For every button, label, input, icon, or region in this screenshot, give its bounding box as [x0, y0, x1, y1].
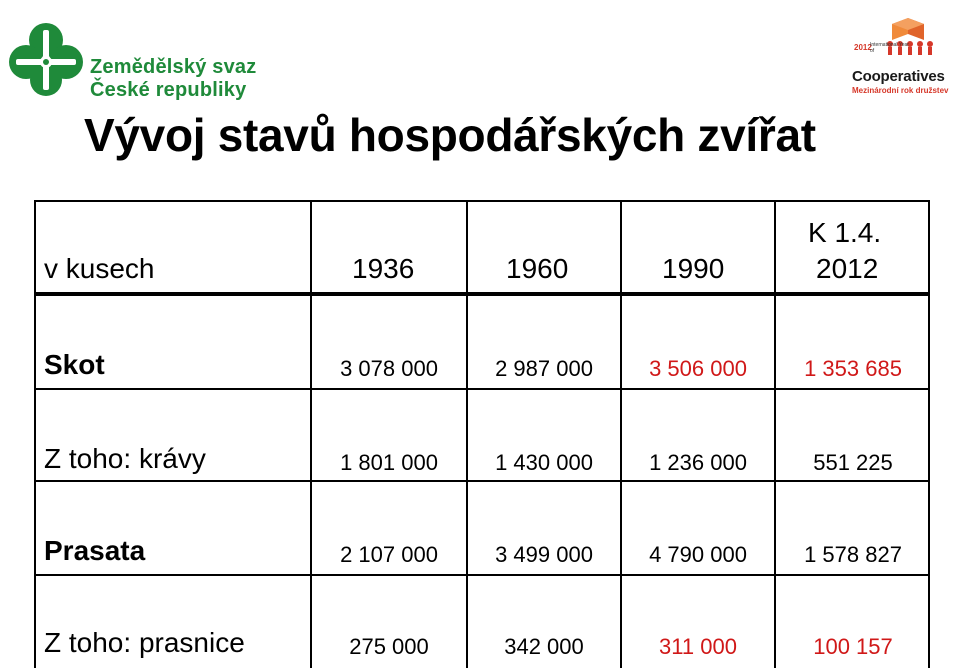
org-name-line1: Zemědělský svaz [90, 56, 257, 78]
table-cell: 311 000 [659, 634, 737, 659]
col-divider [310, 202, 312, 668]
header-divider [36, 292, 928, 296]
table-cell: 3 506 000 [649, 356, 747, 381]
table-cell: 4 790 000 [649, 542, 747, 567]
table-cell: 551 225 [813, 450, 893, 475]
row-label-prasata: Prasata [44, 535, 146, 566]
table-cell: 1 236 000 [649, 450, 747, 475]
column-header-2012: 2012 [816, 253, 879, 284]
table-cell: 1 353 685 [804, 356, 902, 381]
col-divider [620, 202, 622, 668]
row-label-kravy: Z toho: krávy [44, 443, 206, 474]
clover-icon [4, 18, 88, 102]
livestock-table [34, 200, 930, 668]
table-cell: 3 078 000 [340, 356, 438, 381]
coop-year: 2012 [854, 43, 872, 52]
coop-subtitle: Mezinárodní rok družstev [852, 86, 949, 95]
page-title: Vývoj stavů hospodářských zvířat [84, 109, 816, 161]
unit-label: v kusech [44, 253, 155, 284]
row-label-skot: Skot [44, 349, 105, 380]
column-header-date: K 1.4. [808, 217, 882, 248]
table-cell: 1 801 000 [340, 450, 438, 475]
col-divider [466, 202, 468, 668]
table-cell: 100 157 [813, 634, 893, 659]
cooperatives-logo [838, 14, 950, 98]
coop-intl-text: International Year of [870, 42, 909, 54]
column-header-1990: 1990 [662, 253, 725, 284]
row-label-prasnice: Z toho: prasnice [44, 627, 245, 658]
table-cell: 2 987 000 [495, 356, 593, 381]
column-header-1960: 1960 [506, 253, 569, 284]
col-divider [774, 202, 776, 668]
table-cell: 3 499 000 [495, 542, 593, 567]
table-cell: 1 578 827 [804, 542, 902, 567]
table-cell: 2 107 000 [340, 542, 438, 567]
org-logo [4, 18, 284, 102]
column-header-1936: 1936 [352, 253, 415, 284]
org-name [90, 56, 256, 102]
coop-word: Cooperatives [852, 68, 945, 85]
table-cell: 342 000 [504, 634, 584, 659]
row-divider [36, 388, 928, 390]
cooperatives-emblem-icon [838, 14, 950, 64]
row-divider [36, 480, 928, 482]
table-cell: 1 430 000 [495, 450, 593, 475]
org-name-line2: České republiky [90, 79, 247, 101]
table-cell: 275 000 [349, 634, 429, 659]
row-divider [36, 574, 928, 576]
